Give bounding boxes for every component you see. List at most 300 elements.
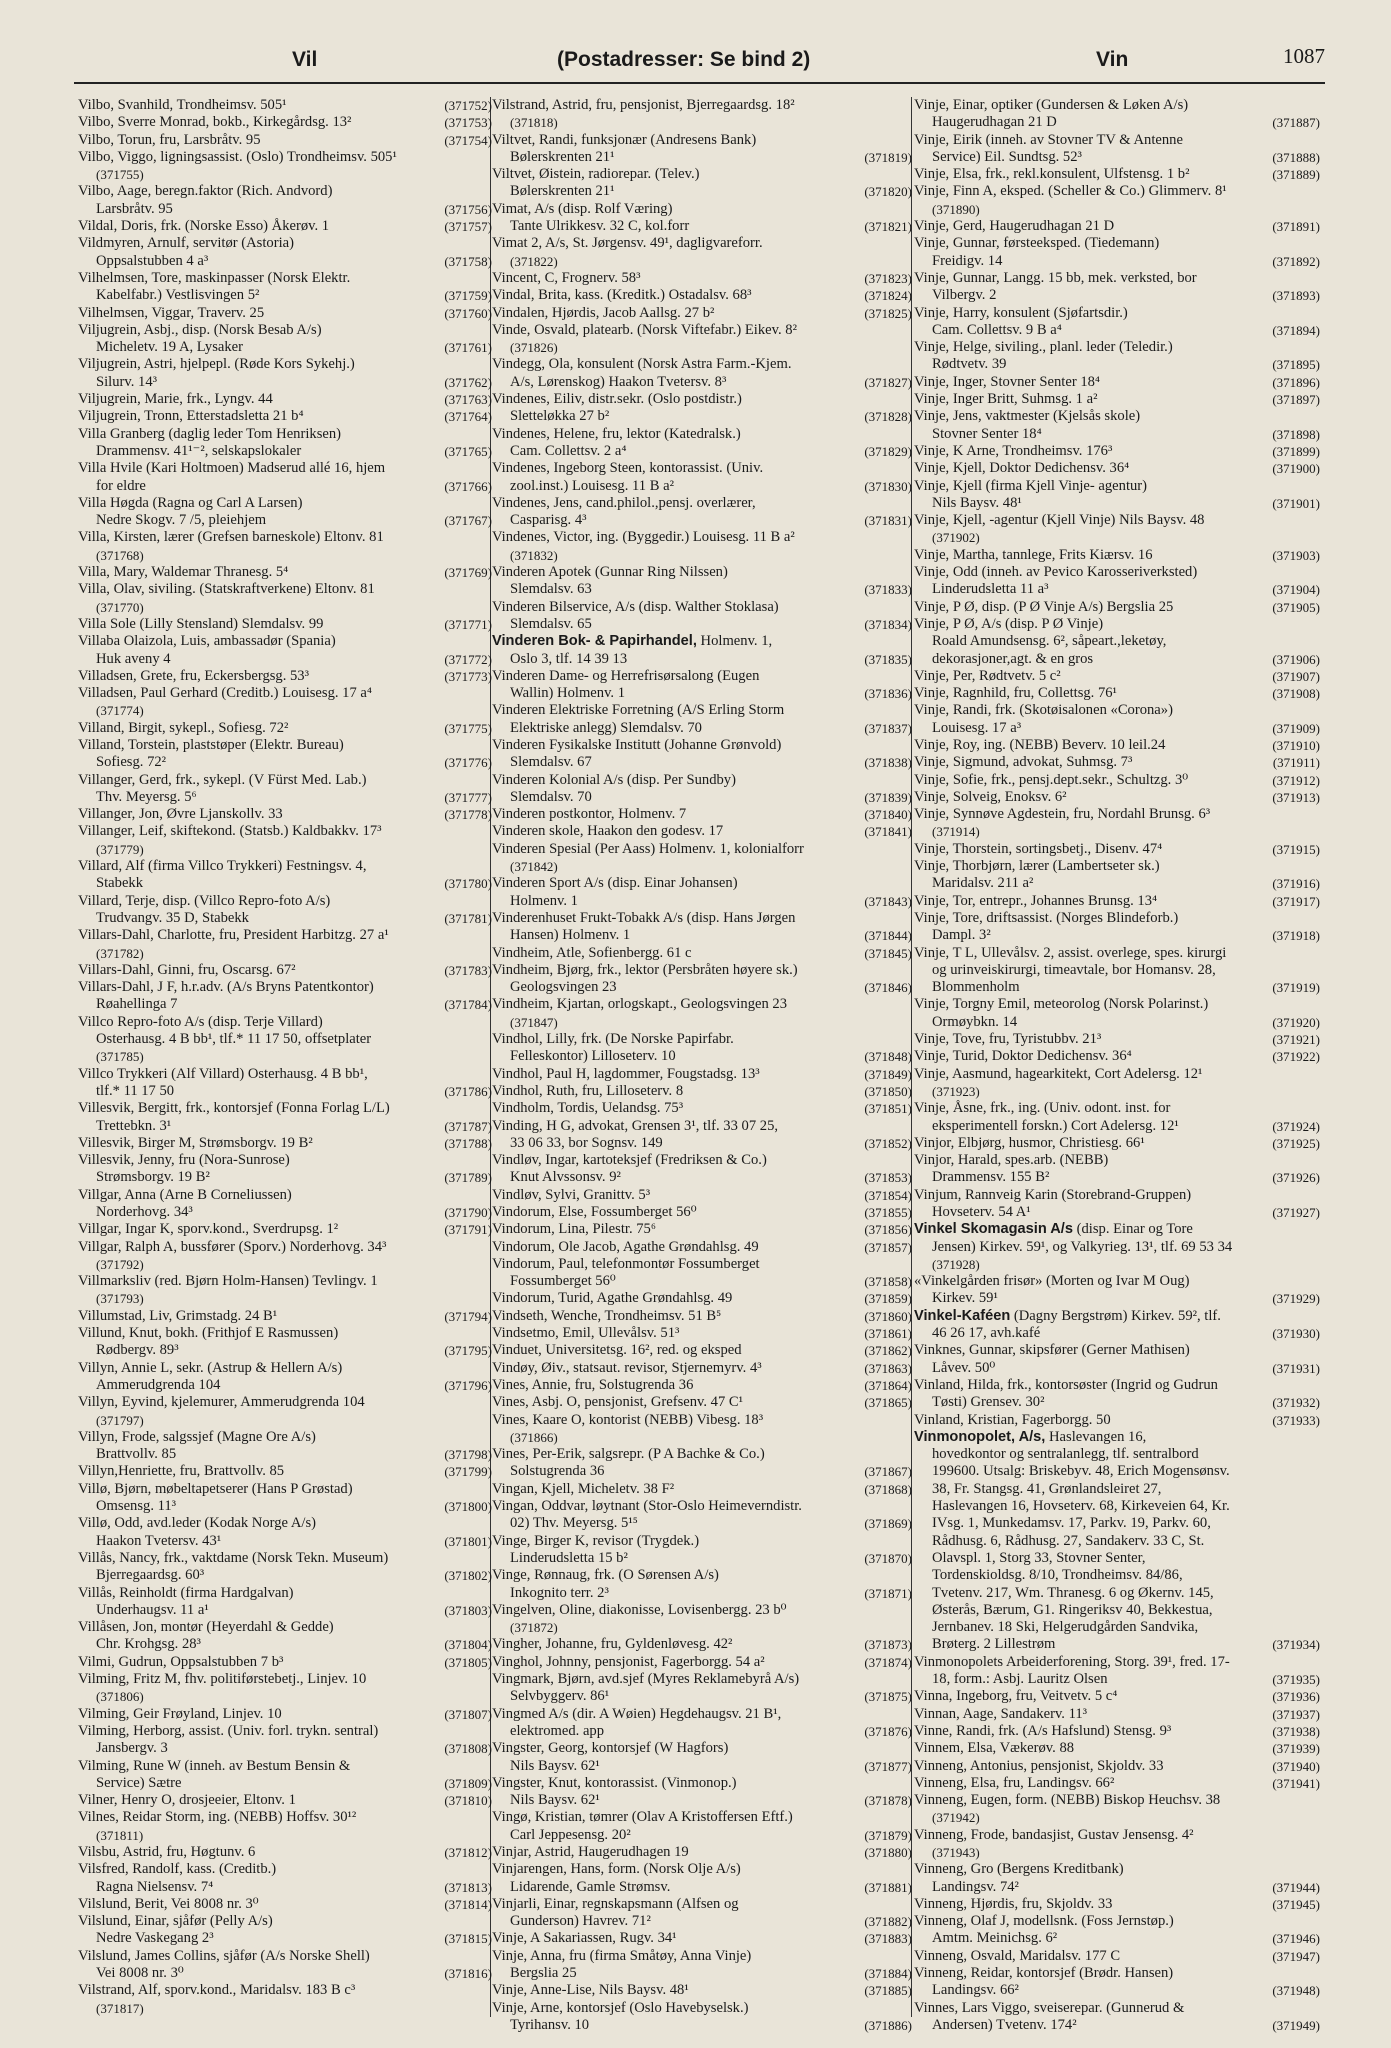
entry-number: (371871) [864, 1585, 912, 1601]
entry-line: (371759) Kabelfabr.) Vestlisvingen 5² [96, 287, 492, 304]
entry-line: (371905) Vinje, P Ø, disp. (P Ø Vinje A/s) Bergslia 25 [914, 598, 1320, 615]
entry-number: (371755) [96, 167, 144, 183]
entry-line: (371824) Vindal, Brita, kass. (Kreditk.) Ostadalsv. 68³ [492, 287, 912, 304]
entry-line: (371897) Vinje, Inger Britt, Suhmsg. 1 a² [914, 391, 1320, 408]
entry-line: Villa Granberg (daglig leder Tom Henriksen) [78, 425, 342, 442]
entry-line: Villås, Nancy, frk., vaktdame (Norsk Tekn. Museum) [78, 1549, 389, 1566]
entry-number: (371791) [444, 1222, 492, 1238]
entry-line: Vilming, Herborg, assist. (Univ. forl. trykn. sentral) [78, 1722, 379, 1739]
directory-entry [492, 1031, 912, 1066]
entry-line: Vinmonopolets Arbeiderforening, Storg. 39¹, fred. 17- [914, 1653, 1230, 1670]
directory-entry [78, 1481, 492, 1516]
directory-entry [914, 97, 1320, 132]
directory-entry [914, 754, 1320, 771]
entry-line: (371844) Hansen) Holmenv. 1 [510, 927, 912, 944]
entry-line: (371802) Bjerregaardsg. 60³ [96, 1567, 492, 1584]
entry-line: Viltvet, Randi, funksjonær (Andresens Bank) [492, 131, 757, 148]
entry-line: (371789) Strømsborgv. 19 B² [96, 1169, 492, 1186]
directory-entry [78, 823, 492, 858]
directory-entry [914, 1948, 1320, 1965]
entry-line: Vinje, Einar, optiker (Gundersen & Løken A/s) [914, 97, 1189, 113]
entry-line: Vinje, Kjell (firma Kjell Vinje- agentur) [914, 477, 1148, 494]
entry-line: (371937) Vinnan, Aage, Sandakerv. 11³ [914, 1705, 1320, 1722]
directory-entry [492, 1256, 912, 1291]
entry-number: (371792) [96, 1256, 144, 1272]
entry-line: Vinje, Åsne, frk., ing. (Univ. odont. inst. for [914, 1100, 1171, 1117]
directory-entry [914, 1792, 1320, 1827]
entry-number: (371912) [1272, 772, 1320, 788]
entry-bold-name: Vinkel Skomagasin A/s [914, 1221, 1073, 1238]
page-number: 1087 [1283, 44, 1325, 68]
entry-number: (371872) [510, 1620, 558, 1636]
directory-entry [492, 1290, 912, 1307]
entry-line: (371809) Service) Sætre [96, 1774, 492, 1791]
directory-entry [492, 1671, 912, 1706]
entry-line: (371870) Linderudsletta 15 b² [510, 1549, 912, 1566]
entry-line: (371813) Ragna Nielsensv. 7⁴ [96, 1878, 492, 1895]
entry-number: (371926) [1272, 1170, 1320, 1186]
entry-number: (371850) [864, 1083, 912, 1099]
directory-entry [492, 1533, 912, 1568]
entry-line: Vinjum, Rannveig Karin (Storebrand-Gruppen) [914, 1186, 1192, 1203]
entry-number: (371788) [444, 1135, 492, 1151]
entry-line: (371800) Omsensg. 11³ [96, 1498, 492, 1515]
directory-entry [914, 1775, 1320, 1792]
directory-entry [78, 720, 492, 737]
entry-number: (371843) [864, 893, 912, 909]
directory-entry [492, 391, 912, 426]
entry-number: (371814) [444, 1896, 492, 1912]
directory-entry [78, 927, 492, 962]
directory-entry [78, 1135, 492, 1152]
entry-line: Vilnes, Reidar Storm, ing. (NEBB) Hoffsv. 30¹² [78, 1809, 357, 1826]
directory-entry [914, 374, 1320, 391]
entry-line: (371780) Stabekk [96, 875, 492, 892]
entry-line: (371947) Vinneng, Osvald, Maridalsv. 177 C [914, 1947, 1320, 1964]
directory-entry [914, 616, 1320, 668]
entry-number: (371948) [1272, 1983, 1320, 1999]
directory-entry [914, 1100, 1320, 1135]
entry-line: Vilslund, James Collins, sjåfør (A/s Norske Shell) [78, 1947, 370, 1964]
entry-line: (371906) dekorasjoner,agt. & en gros [932, 650, 1320, 667]
entry-number: (371820) [864, 184, 912, 200]
entry-line: Vines, Kaare O, kontorist (NEBB) Vibesg. 18³ [492, 1411, 764, 1428]
entry-line: (371938) Vinne, Randi, frk. (A/s Hafslund) Stensg. 9³ [914, 1722, 1320, 1739]
entry-line: Villco Trykkeri (Alf Villard) Osterhausg. 4 B bb¹, [78, 1065, 368, 1082]
entry-number: (371806) [96, 1689, 144, 1705]
entry-line: (371899) Vinje, K Arne, Trondheimsv. 176³ [914, 442, 1320, 459]
directory-entry [78, 495, 492, 530]
entry-line: Vimat 2, A/s, St. Jørgensv. 49¹, dagligvareforr. [492, 235, 763, 252]
directory-entry [492, 1446, 912, 1481]
directory-entry [78, 979, 492, 1014]
entry-line: Vinland, Hilda, frk., kontorsøster (Ingrid og Gudrun [914, 1376, 1218, 1393]
directory-entry [78, 806, 492, 823]
entry-line: (371848) Felleskontor) Lilloseterv. 10 [510, 1048, 912, 1065]
directory-entry [914, 1273, 1320, 1308]
directory-entry [914, 1654, 1320, 1689]
entry-number: (371844) [864, 928, 912, 944]
directory-entry [914, 910, 1320, 945]
entry-line: Vinderen Elektriske Forretning (A/S Erling Storm [492, 702, 785, 719]
entry-line: Vingster, Knut, kontorassist. (Vinmonop.) [492, 1774, 737, 1791]
directory-entry [78, 391, 492, 408]
entry-line: Vinnes, Lars Viggo, sveiserepar. (Gunnerud & [914, 1999, 1185, 2016]
entry-number: (371797) [96, 1412, 144, 1428]
entry-line: Vinderen Bilservice, A/s (disp. Walther Stoklasa) [492, 598, 779, 615]
entry-line: (371871) Inkognito terr. 2³ [510, 1584, 912, 1601]
entry-line: (371820) Bølerskrenten 21¹ [510, 183, 912, 200]
entry-number: (371812) [444, 1844, 492, 1860]
entry-line: (371819) Bølerskrenten 21¹ [510, 148, 912, 165]
entry-number: (371768) [96, 547, 144, 563]
entry-line: Villard, Alf (firma Villco Trykkeri) Festningsv. 4, [78, 858, 367, 875]
entry-line: (371865) Vines, Asbj. O, pensjonist, Grefsenv. 47 C¹ [492, 1394, 912, 1411]
entry-line: Vinneng, Frode, bandasjist, Gustav Jensensg. 4² [914, 1826, 1194, 1843]
entry-line: (371756) Larsbråtv. 95 [96, 200, 492, 217]
entry-line: (371757) Vildal, Doris, frk. (Norske Esso) Åkerøv. 1 [78, 218, 492, 235]
entry-line: (371766) for eldre [96, 477, 492, 494]
entry-number: (371891) [1272, 219, 1320, 235]
entry-line: Vinneng, Eugen, form. (NEBB) Biskop Heuchsv. 38 [914, 1792, 1221, 1809]
directory-entry [492, 1066, 912, 1083]
entry-line: (371922) Vinje, Turid, Doktor Dedichensv. 36⁴ [914, 1048, 1320, 1065]
entry-line: (371886) Tyrihansv. 10 [510, 2016, 912, 2033]
directory-entry [914, 512, 1320, 547]
entry-line: (371849) Vindhol, Paul H, lagdommer, Fougstadsg. 13³ [492, 1065, 912, 1082]
entry-line: (371828) Sletteløkka 27 b² [510, 408, 912, 425]
entry-line: (371858) Fossumberget 56⁰ [510, 1273, 912, 1290]
entry-number: (371849) [864, 1066, 912, 1082]
directory-entry [78, 1758, 492, 1793]
entry-number: (371782) [96, 945, 144, 961]
directory-entry [914, 1913, 1320, 1948]
entry-line: (371877) Nils Baysv. 62¹ [510, 1757, 912, 1774]
entry-line: Vinderen Spesial (Per Aass) Holmenv. 1, kolonialforr [492, 840, 804, 857]
entry-line: Vinjarengen, Hans, form. (Norsk Olje A/s) [492, 1861, 741, 1878]
directory-entry [492, 1360, 912, 1377]
directory-entry [78, 1014, 492, 1066]
entry-number: (371839) [864, 789, 912, 805]
entry-number: (371776) [444, 755, 492, 771]
entry-number: (371761) [444, 340, 492, 356]
entry-line: (371852) 33 06 33, bor Sognsv. 149 [510, 1134, 912, 1151]
directory-entry [492, 702, 912, 737]
directory-entry [492, 1706, 912, 1741]
entry-line: Villa Høgda (Ragna og Carl A Larsen) [78, 494, 303, 511]
directory-entry [914, 460, 1320, 477]
directory-entry [914, 702, 1320, 737]
entry-line: (371941) Vinneng, Elsa, fru, Landingsv. 66² [914, 1774, 1320, 1791]
directory-entry [914, 1688, 1320, 1705]
directory-entry [78, 1100, 492, 1135]
entry-line: Vindhol, Lilly, frk. (De Norske Papirfabr. [492, 1031, 734, 1048]
entry-line: (371889) Vinje, Elsa, frk., rekl.konsulent, Ulfstensg. 1 b² [914, 166, 1320, 183]
entry-line: Roald Amundsensg. 6², såpeart.,leketøy, [932, 633, 1167, 650]
entry-number: (371920) [1272, 1014, 1320, 1030]
entry-line: Villyn, Annie L, sekr. (Astrup & Hellern A/s) [78, 1359, 343, 1376]
entry-number: (371918) [1272, 928, 1320, 944]
directory-entry [492, 322, 912, 357]
entry-number: (371865) [864, 1395, 912, 1411]
entry-line: Vingø, Kristian, tømrer (Olav A Kristoffersen Eftf.) [492, 1809, 793, 1826]
entry-line: (371945) Vinneng, Hjørdis, fru, Skjoldv. 33 [914, 1895, 1320, 1912]
entry-number: (371874) [864, 1654, 912, 1670]
entry-number: (371848) [864, 1049, 912, 1065]
directory-entry [492, 287, 912, 304]
entry-line: (371777) Thv. Meyersg. 5⁶ [96, 788, 492, 805]
directory-entry [492, 97, 912, 132]
entry-line: (371921) Vinje, Tove, fru, Tyristubbv. 21³ [914, 1031, 1320, 1048]
directory-entry [914, 1740, 1320, 1757]
entry-number: (371795) [444, 1343, 492, 1359]
entry-line: (371946) Amtm. Meinichsg. 6² [932, 1930, 1320, 1947]
directory-entry [78, 564, 492, 581]
entry-line: Vinding, H G, advokat, Grensen 3¹, tlf. 33 07 25, [492, 1117, 779, 1134]
entry-number: (371807) [444, 1706, 492, 1722]
directory-entry [492, 599, 912, 634]
directory-entry [914, 1429, 1320, 1654]
entry-number: (371862) [864, 1343, 912, 1359]
entry-line: Villø, Bjørn, møbeltapetserer (Hans P Grøstad) [78, 1480, 353, 1497]
entry-number: (371760) [444, 305, 492, 321]
entry-number: (371857) [864, 1239, 912, 1255]
entry-number: (371798) [444, 1447, 492, 1463]
entry-line: Vingster, Georg, kontorsjef (W Hagfors) [492, 1740, 729, 1757]
directory-entry [914, 1896, 1320, 1913]
entry-line: Jensen) Kirkev. 59¹, og Valkyrieg. 13¹, tlf. 69 53 34 [932, 1238, 1233, 1255]
entry-number: (371781) [444, 910, 492, 926]
entry-line: (371919) Blommenholm [932, 979, 1320, 996]
directory-entry [492, 1325, 912, 1342]
entry-line: (371834) Slemdalsv. 65 [510, 615, 912, 632]
entry-line: (371850) Vindhol, Ruth, fru, Lilloseterv. 8 [492, 1082, 912, 1099]
directory-entry [914, 841, 1320, 858]
entry-line: (371856) Vindorum, Lina, Pilestr. 75⁶ [492, 1221, 912, 1238]
entry-line: (371879) Carl Jeppesensg. 20² [510, 1826, 912, 1843]
entry-number: (371767) [444, 513, 492, 529]
entry-number: (371824) [864, 288, 912, 304]
entry-bold-name: Vinderen Bok- & Papirhandel, [492, 633, 697, 650]
entry-line: Vinje, Tore, driftsassist. (Norges Blindeforb.) [914, 909, 1179, 926]
entry-number: (371882) [864, 1914, 912, 1930]
entry-number: (371787) [444, 1118, 492, 1134]
directory-entry [78, 356, 492, 391]
directory-entry [78, 529, 492, 564]
entry-line: (371754) Vilbo, Torun, fru, Larsbråtv. 95 [78, 131, 492, 148]
entry-number: (371911) [1272, 755, 1320, 771]
entry-line: (371769) Villa, Mary, Waldemar Thranesg. 5⁴ [78, 564, 492, 581]
entry-number: (371835) [864, 651, 912, 667]
entry-number: (371853) [864, 1170, 912, 1186]
directory-entry [492, 2000, 912, 2035]
directory-entry [78, 1585, 492, 1620]
entry-number: (371941) [1272, 1775, 1320, 1791]
directory-entry [78, 408, 492, 425]
directory-entry [78, 149, 492, 184]
entry-line: Villesvik, Jenny, fru (Nora-Sunrose) [78, 1152, 290, 1169]
header-right-keyword: Vin [1096, 48, 1129, 71]
entry-number: (371805) [444, 1654, 492, 1670]
directory-entry [914, 1342, 1320, 1377]
entry-line: Vinneng, Reidar, kontorsjef (Brødr. Hansen) [914, 1965, 1174, 1982]
directory-entry [78, 132, 492, 149]
directory-entry [492, 1861, 912, 1896]
directory-entry [78, 1550, 492, 1585]
entry-number: (371803) [444, 1602, 492, 1618]
directory-entry [492, 1636, 912, 1653]
entry-line: (371857) Vindorum, Ole Jacob, Agathe Grøndahlsg. 49 [492, 1238, 912, 1255]
entry-number: (371766) [444, 478, 492, 494]
entry-line: (371781) Trudvangv. 35 D, Stabekk [96, 909, 492, 926]
entry-number: (371764) [444, 409, 492, 425]
directory-entry [78, 858, 492, 893]
directory-entry [914, 183, 1320, 218]
entry-line: Villyn, Frode, salgssjef (Magne Ore A/s) [78, 1428, 316, 1445]
entry-line: (371854) Vindløv, Sylvi, Granittv. 5³ [492, 1186, 912, 1203]
entry-number: (371815) [444, 1931, 492, 1947]
column-1 [78, 97, 492, 2017]
entry-number: (371946) [1272, 1931, 1320, 1947]
entry-number: (371906) [1272, 651, 1320, 667]
entry-line: Vinje, Synnøve Agdestein, fru, Nordahl Brunsg. 6³ [914, 806, 1211, 823]
directory-entry [78, 1187, 492, 1222]
entry-number: (371935) [1272, 1672, 1320, 1688]
directory-entry [492, 1394, 912, 1411]
directory-entry [78, 1273, 492, 1308]
entry-line: Vinje, Gunnar, førsteeksped. (Tiedemann) [914, 235, 1160, 252]
directory-entry [492, 1809, 912, 1844]
entry-line: (371949) Andersen) Tvetenv. 174² [932, 2016, 1320, 2033]
directory-entry [78, 616, 492, 633]
directory-entry [492, 1118, 912, 1153]
entry-number: (371879) [864, 1827, 912, 1843]
directory-entry [492, 806, 912, 823]
directory-entry [492, 1100, 912, 1117]
entry-line: Villås, Reinholdt (firma Hardgalvan) [78, 1584, 294, 1601]
entry-line: Vinje, Gunnar, Langg. 15 bb, mek. verksted, bor [914, 269, 1197, 286]
entry-line: (371874) Vinghol, Johnny, pensjonist, Fagerborgg. 54 a² [492, 1653, 912, 1670]
entry-line: (371752) Vilbo, Svanhild, Trondheimsv. 505¹ [78, 97, 492, 113]
entry-line: (371880) Vinjar, Astrid, Haugerudhagen 19 [492, 1843, 912, 1860]
entry-line: Jernbanev. 18 Ski, Helgerudgården Sandvika, [932, 1619, 1199, 1636]
entry-line: (371936) Vinna, Ingeborg, fru, Veitvetv. 5 c⁴ [914, 1688, 1320, 1705]
entry-line: (371927) Hovseterv. 54 A¹ [932, 1204, 1320, 1220]
directory-entry [492, 1308, 912, 1325]
entry-number: (371817) [96, 2000, 144, 2016]
entry-line: Villgar, Ralph A, bussfører (Sporv.) Norderhovg. 34³ [78, 1238, 387, 1255]
entry-number: (371934) [1272, 1637, 1320, 1653]
directory-entry [492, 235, 912, 270]
entry-line: (371903) Vinje, Martha, tannlege, Frits Kiærsv. 16 [914, 546, 1320, 563]
directory-entry [914, 1308, 1320, 1343]
directory-entry [492, 132, 912, 167]
entry-line: Vingmed A/s (dir. A Wøien) Hegdehaugsv. 21 B¹, [492, 1705, 782, 1722]
directory-entry [914, 1221, 1320, 1273]
entry-number: (371752) [444, 98, 492, 113]
directory-entry [78, 685, 492, 720]
entry-number: (371840) [864, 807, 912, 823]
entry-number: (371780) [444, 876, 492, 892]
directory-entry [914, 547, 1320, 564]
directory-entry [492, 945, 912, 962]
entry-line: (371762) Silurv. 14³ [96, 373, 492, 390]
entry-line: (371829) Cam. Collettsv. 2 a⁴ [510, 442, 912, 459]
entry-line: Vindenes, Victor, ing. (Byggedir.) Louisesg. 11 B a² [492, 529, 795, 546]
entry-line: Vinje, Eirik (inneh. av Stovner TV & Antenne [914, 131, 1183, 148]
entry-line: (371853) Knut Alvssonsv. 9² [510, 1169, 912, 1186]
entry-line: (371900) Vinje, Kjell, Doktor Dedichensv. 36⁴ [914, 460, 1320, 477]
entry-number: (371944) [1272, 1879, 1320, 1895]
entry-line: Villadsen, Paul Gerhard (Creditb.) Louisesg. 17 a⁴ [78, 685, 372, 702]
entry-line: Vinje, Aasmund, hagearkitekt, Cort Adelersg. 12¹ [914, 1065, 1203, 1082]
entry-line: Villmarksliv (red. Bjørn Holm-Hansen) Tevlingv. 1 [78, 1273, 378, 1290]
entry-line: (371918) Dampl. 3² [932, 927, 1320, 944]
directory-entry [78, 1515, 492, 1550]
entry-line: Vinderen Kolonial A/s (disp. Per Sundby) [492, 771, 736, 788]
directory-entry [492, 270, 912, 287]
directory-entry [914, 2000, 1320, 2035]
entry-line: (371925) Vinjor, Elbjørg, husmor, Christiesg. 66¹ [914, 1134, 1320, 1151]
directory-entry [914, 305, 1320, 340]
entry-line: (371876) elektromed. app [510, 1722, 912, 1739]
entry-line: (371859) Vindorum, Turid, Agathe Grøndahlsg. 49 [492, 1290, 912, 1307]
directory-entry [492, 1654, 912, 1671]
entry-line: Vindenes, Helene, fru, lektor (Katedralsk.) [492, 425, 741, 442]
entry-number: (371930) [1272, 1326, 1320, 1342]
entry-line: 199600. Utsalg: Briskebyv. 48, Erich Mogensønsv. [932, 1463, 1230, 1480]
entry-line: (371926) Drammensv. 155 B² [932, 1169, 1320, 1186]
directory-entry [78, 1982, 492, 2017]
entry-number: (371892) [1272, 253, 1320, 269]
entry-number: (371816) [444, 1966, 492, 1982]
entry-line: Vinkel-Kaféen (Dagny Bergstrøm) Kirkev. 59², tlf. [914, 1307, 1221, 1324]
entry-number: (371866) [510, 1429, 558, 1445]
entry-number: (371837) [864, 720, 912, 736]
directory-entry [78, 114, 492, 131]
entry-line: (371888) Service) Eil. Sundtsg. 52³ [932, 148, 1320, 165]
entry-line: (371924) eksperimentell forskn.) Cort Adelersg. 12¹ [932, 1117, 1320, 1134]
entry-number: (371937) [1272, 1706, 1320, 1722]
entry-line: (371799) Villyn,Henriette, fru, Brattvollv. 85 [78, 1463, 492, 1480]
entry-number: (371841) [864, 824, 912, 840]
entry-line: hovedkontor og sentralanlegg, tlf. sentralbord [932, 1446, 1199, 1463]
directory-entry [78, 1325, 492, 1360]
entry-number: (371799) [444, 1464, 492, 1480]
directory-entry [78, 305, 492, 322]
directory-entry [78, 322, 492, 357]
entry-line: (371891) Vinje, Gerd, Haugerudhagan 21 D [914, 218, 1320, 235]
entry-line: (371838) Slemdalsv. 67 [510, 754, 912, 771]
entry-number: (371852) [864, 1135, 912, 1151]
entry-line: (371864) Vines, Annie, fru, Solstugrenda 36 [492, 1376, 912, 1393]
entry-line: Vinje, P Ø, A/s (disp. P Ø Vinje) [914, 615, 1104, 632]
entry-number: (371925) [1272, 1135, 1320, 1151]
entry-line: (371763) Viljugrein, Marie, frk., Lyngv. 44 [78, 391, 492, 408]
entry-line: (371915) Vinje, Thorstein, sortingsbetj., Disenv. 47⁴ [914, 840, 1320, 857]
entry-line: (371855) Vindorum, Else, Fossumberget 56⁰ [492, 1204, 912, 1220]
directory-entry [914, 893, 1320, 910]
entry-number: (371863) [864, 1360, 912, 1376]
directory-entry [914, 1135, 1320, 1152]
entry-line: (371878) Nils Baysv. 62¹ [510, 1792, 912, 1809]
entry-line: (371765) Drammensv. 41¹⁻², selskapslokaler [96, 442, 492, 459]
entry-line: (371892) Freidigv. 14 [932, 252, 1320, 269]
entry-line: (371932) Tøsti) Grensev. 30² [932, 1394, 1320, 1411]
entry-line: (371839) Slemdalsv. 70 [510, 788, 912, 805]
directory-entry [78, 270, 492, 305]
entry-line: Vilsfred, Randolf, kass. (Creditb.) [78, 1861, 277, 1878]
